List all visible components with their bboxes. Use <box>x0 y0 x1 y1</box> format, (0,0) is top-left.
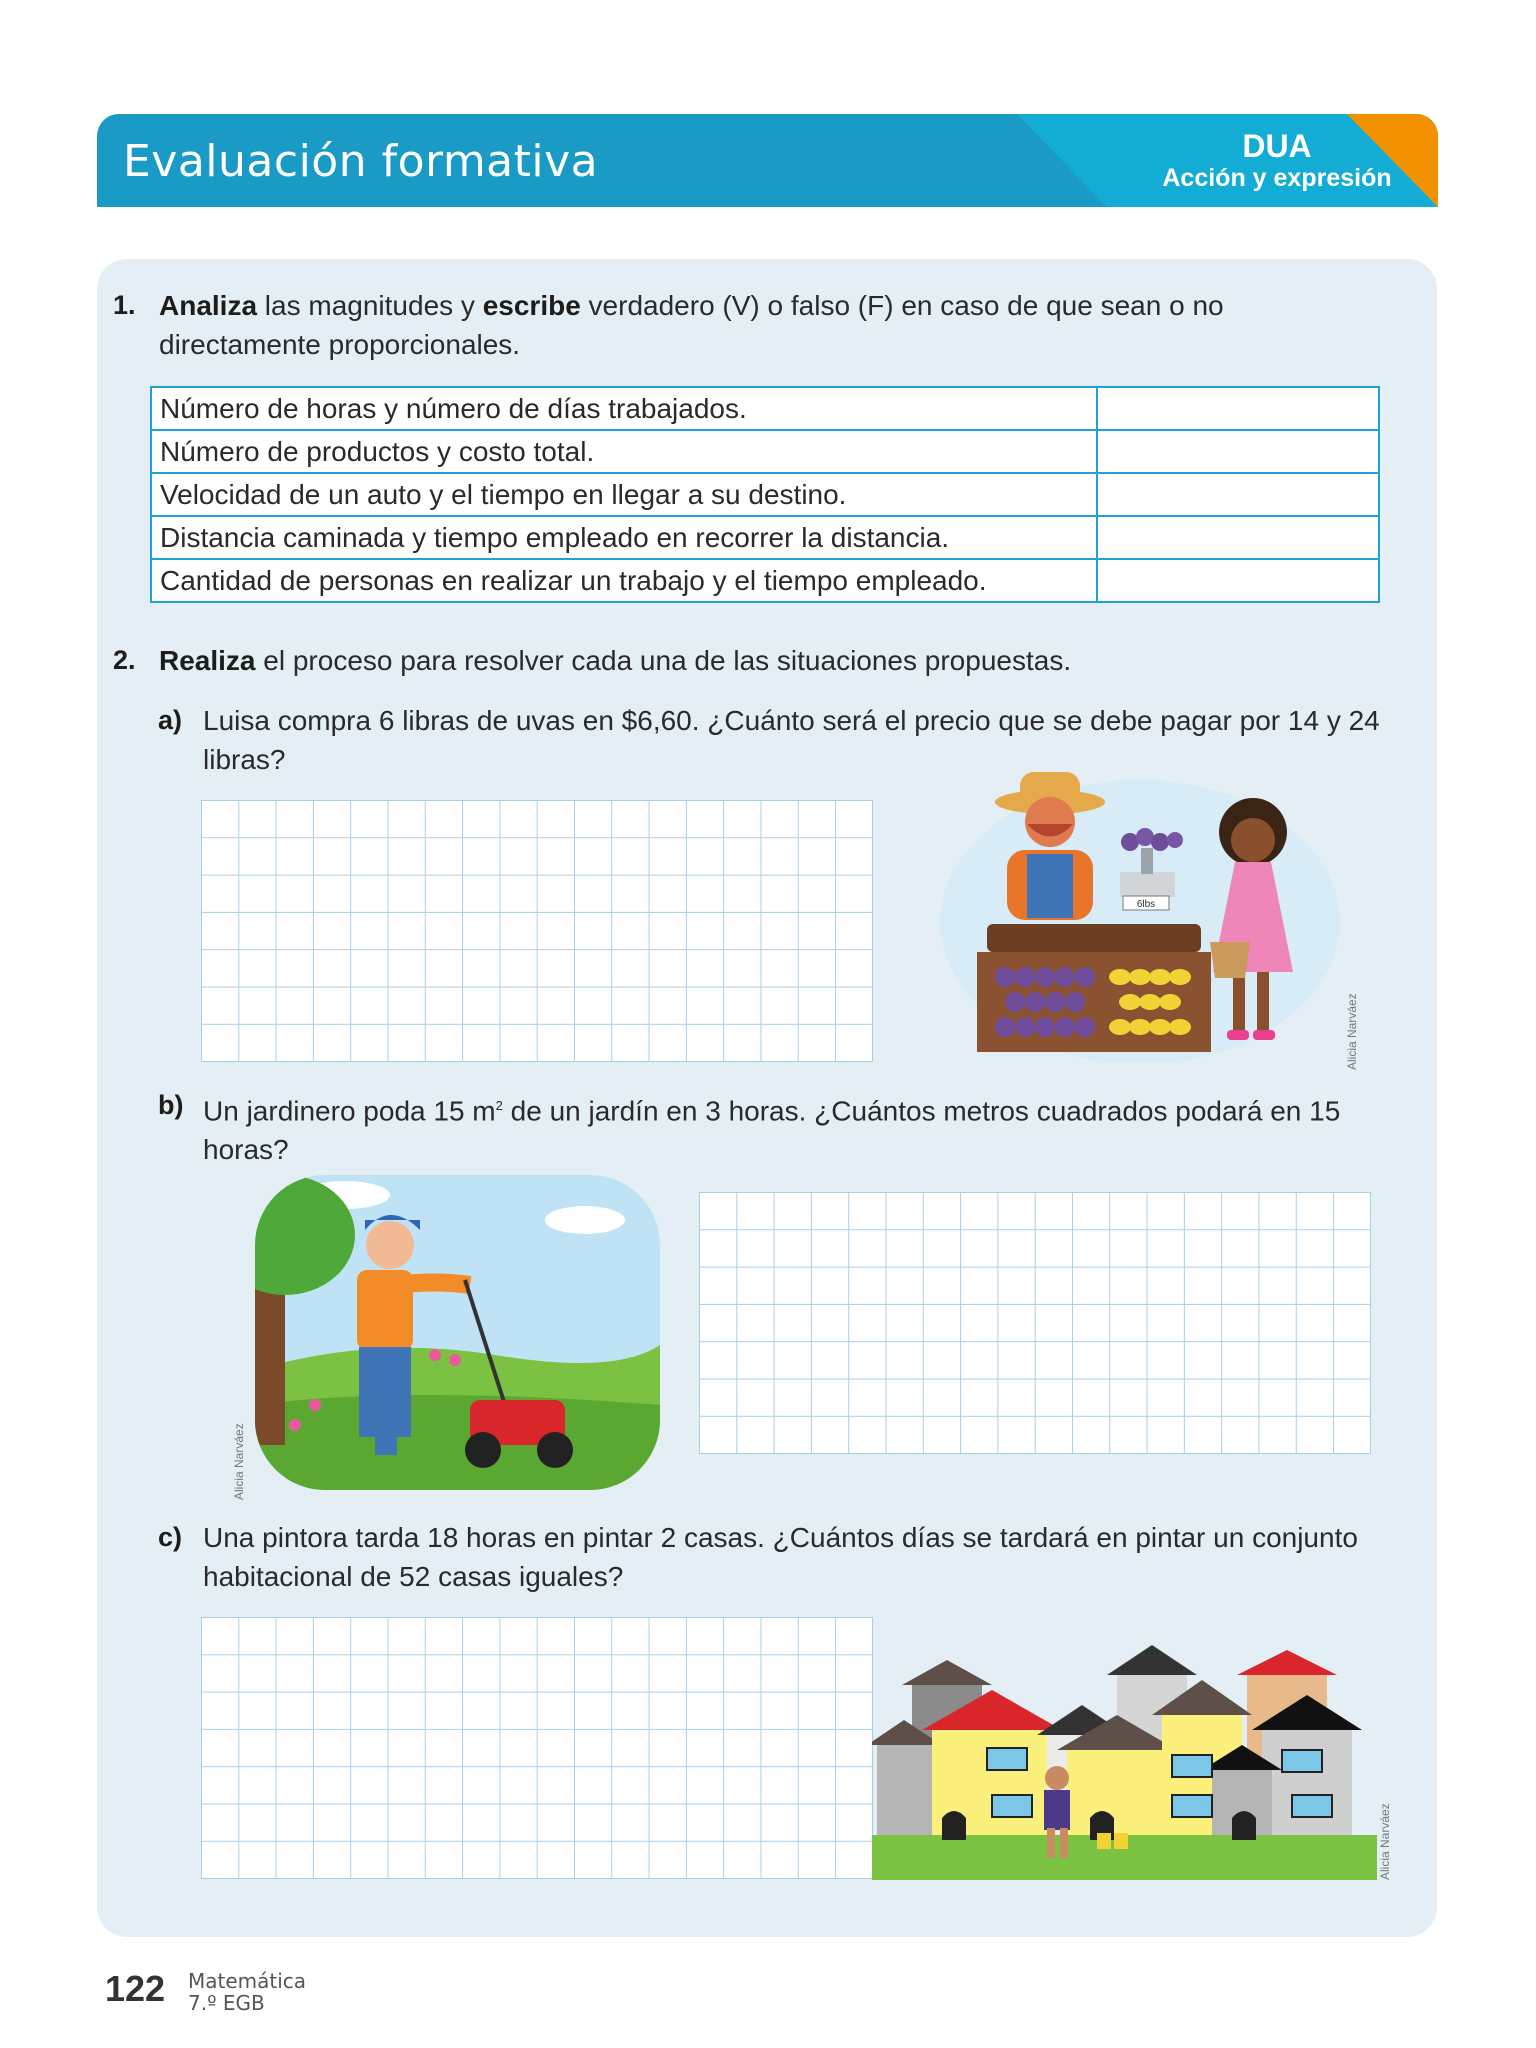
q2b-text <box>203 1086 1363 1169</box>
q2c-credit: Alicia Narváez <box>1378 1803 1392 1880</box>
answer-cell[interactable] <box>1097 516 1379 559</box>
row-statement: Velocidad de un auto y el tiempo en llegar a su destino. <box>151 473 1097 516</box>
page-number: 122 <box>105 1968 166 2009</box>
q1-text-1: las magnitudes y <box>257 290 483 321</box>
q2b-letter: b) <box>158 1090 184 1120</box>
dua-badge: DUA <box>1242 128 1312 164</box>
answer-cell[interactable] <box>1097 430 1379 473</box>
q2-instruction <box>159 641 1359 680</box>
houses-illustration <box>872 1630 1377 1880</box>
table-row <box>151 430 1379 473</box>
q2c-answer-grid[interactable] <box>201 1617 873 1879</box>
grade-label: 7.º EGB <box>188 1991 265 2015</box>
row-statement: Distancia caminada y tiempo empleado en recorrer la distancia. <box>151 516 1097 559</box>
q2a-answer-grid[interactable] <box>201 800 873 1062</box>
q1-instruction <box>159 286 1369 364</box>
answer-cell[interactable] <box>1097 473 1379 516</box>
q2-number: 2. <box>113 645 136 675</box>
row-statement: Número de horas y número de días trabajados. <box>151 387 1097 430</box>
q2a-credit: Alicia Narváez <box>1345 993 1359 1070</box>
table-row <box>151 559 1379 602</box>
q2b-superscript: 2 <box>495 1098 503 1113</box>
table-row <box>151 473 1379 516</box>
page-title: Evaluación formativa <box>123 136 599 187</box>
answer-cell[interactable] <box>1097 559 1379 602</box>
header-banner <box>97 114 1438 207</box>
q2b-answer-grid[interactable] <box>699 1192 1371 1454</box>
gardener-illustration <box>255 1175 660 1490</box>
q2c-text: Una pintora tarda 18 horas en pintar 2 casas. ¿Cuántos días se tardará en pintar un conjunto habitacional de 52 casas iguales? <box>203 1522 1358 1592</box>
row-statement: Número de productos y costo total. <box>151 430 1097 473</box>
proportionality-table <box>150 386 1380 603</box>
dua-subtitle: Acción y expresión <box>1162 164 1392 192</box>
scale-label: 6lbs <box>1136 899 1156 910</box>
q2a-letter: a) <box>158 705 183 735</box>
q2-verb-realiza: Realiza <box>159 645 256 676</box>
q2b-credit: Alicia Narváez <box>232 1423 246 1500</box>
row-statement: Cantidad de personas en realizar un trabajo y el tiempo empleado. <box>151 559 1097 602</box>
market-vendor-illustration <box>935 762 1340 1062</box>
q1-number: 1. <box>113 290 136 320</box>
table-row <box>151 516 1379 559</box>
q2a-text: Luisa compra 6 libras de uvas en $6,60. ¿Cuánto será el precio que se debe pagar por 14 y 24 libras? <box>203 705 1380 775</box>
q1-verb-escribe: escribe <box>482 290 581 321</box>
q1-verb-analiza: Analiza <box>159 290 258 321</box>
q1-text-2: verdadero (V) o falso (F) en caso de que sean o no directamente proporcionales. <box>159 290 1224 360</box>
table-row <box>151 387 1379 430</box>
footer-subject <box>188 1970 306 2014</box>
subject-name: Matemática <box>188 1969 307 1993</box>
q2-text: el proceso para resolver cada una de las situaciones propuestas. <box>255 645 1072 676</box>
q2c-letter: c) <box>158 1522 183 1552</box>
q2b-text-after: de un jardín en 3 horas. ¿Cuántos metros cuadrados podará en 15 horas? <box>203 1095 1341 1166</box>
q2b-text-before: Un jardinero poda 15 m <box>203 1095 496 1127</box>
answer-cell[interactable] <box>1097 387 1379 430</box>
